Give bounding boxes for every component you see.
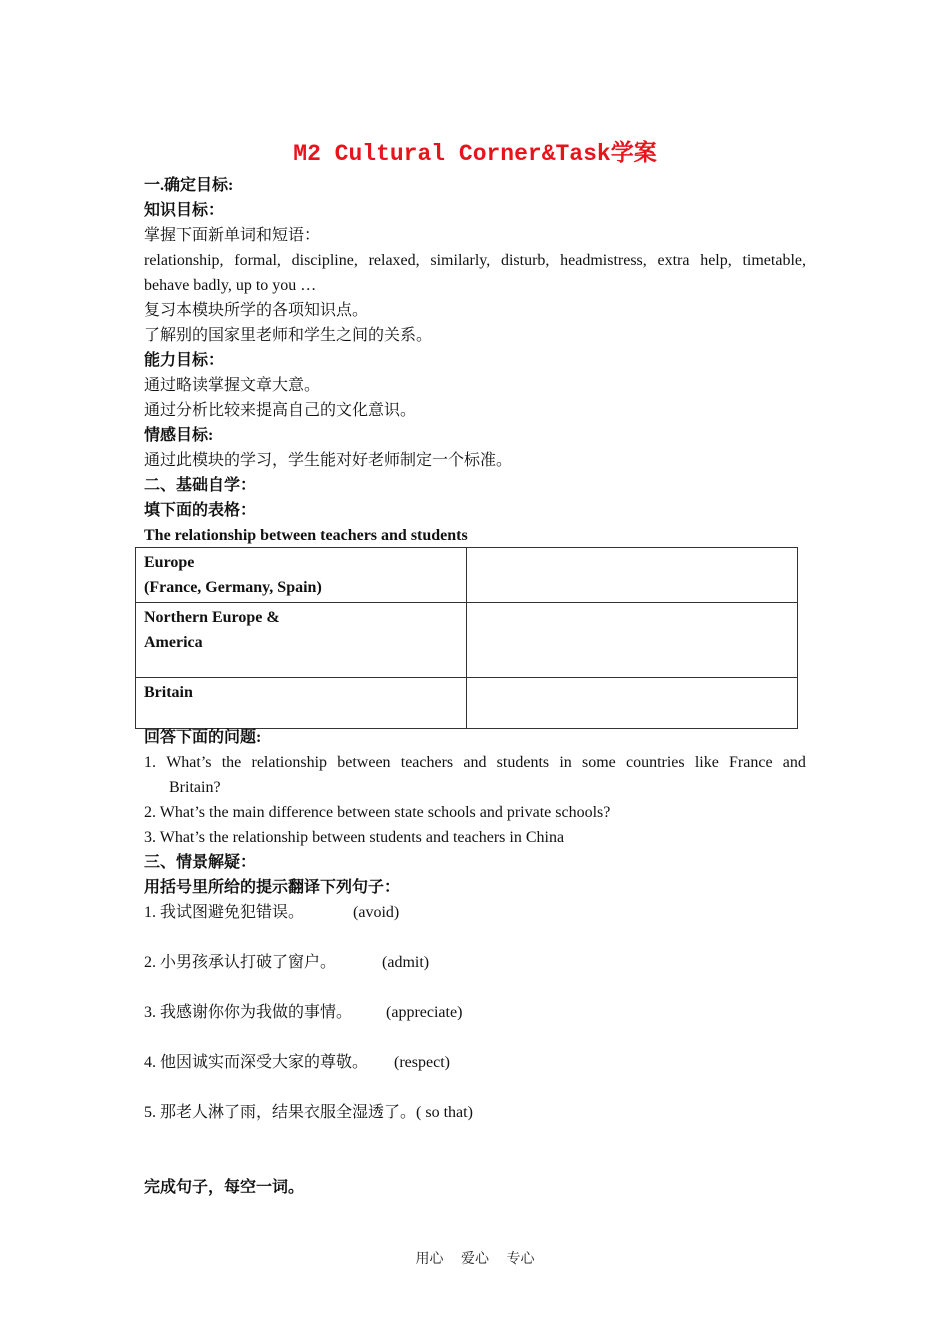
translate-item-3 — [144, 1000, 806, 1025]
q1-word: and — [782, 754, 806, 771]
table-cell-region — [136, 548, 467, 603]
translate-item-2 — [144, 950, 806, 975]
table-row — [136, 603, 798, 678]
page-title: M2 Cultural Corner&Task学案 — [293, 141, 657, 167]
vocab-intro: 掌握下面新单词和短语： — [144, 227, 321, 244]
translate-text: 1. 我试图避免犯错误。 — [144, 904, 305, 921]
emotion-heading: 情感目标: — [144, 427, 214, 444]
q1-word: relationship — [251, 754, 328, 771]
footer-word: 专心 — [506, 1252, 535, 1267]
ability-item-2: 通过分析比较来提高自己的文化意识。 — [144, 402, 417, 419]
emotion-item-1: 通过此模块的学习，学生能对好老师制定一个标准。 — [144, 452, 513, 469]
ability-item-1: 通过略读掌握文章大意。 — [144, 377, 321, 394]
ability-heading: 能力目标： — [144, 352, 225, 369]
translate-text: 2. 小男孩承认打破了窗户。 — [144, 954, 337, 971]
page-footer — [0, 1248, 950, 1268]
table-cell-region — [136, 678, 467, 729]
q1-word: France — [729, 754, 773, 771]
q1-word: some — [581, 754, 616, 771]
answer-heading: 回答下面的问题: — [144, 729, 262, 746]
translate-text: 5. 那老人淋了雨，结果衣服全湿透了。 — [144, 1104, 417, 1121]
region-line-1: Britain — [144, 684, 193, 701]
question-3: 3. What’s the relationship between students and teachers in China — [144, 829, 565, 846]
questions-section — [144, 725, 806, 1200]
translate-hint: (avoid) — [353, 904, 400, 921]
vocab-line-1: relationship, formal, discipline, relaxed, similarly, disturb, headmistress, extra help, timetable, — [144, 252, 806, 269]
q1-word: students — [496, 754, 550, 771]
translate-text: 3. 我感谢你你为我做的事情。 — [144, 1004, 353, 1021]
section2-heading: 二、基础自学： — [144, 477, 257, 494]
q1-word: countries — [625, 754, 685, 771]
table-row — [136, 548, 798, 603]
fill-table-instruction: 填下面的表格： — [144, 502, 257, 519]
table-cell-answer[interactable] — [467, 548, 798, 603]
region-line-1: Northern Europe & — [144, 609, 280, 626]
complete-sentences-heading: 完成句子，每空一词。 — [144, 1179, 305, 1196]
q1-word: teachers — [400, 754, 454, 771]
translate-text: 4. 他因诚实而深受大家的尊敬。 — [144, 1054, 369, 1071]
question-2: 2. What’s the main difference between state schools and private schools? — [144, 804, 611, 821]
table-cell-region — [136, 603, 467, 678]
q1-word: and — [463, 754, 487, 771]
footer-word: 用心 — [415, 1252, 444, 1267]
translate-item-5 — [144, 1100, 806, 1125]
translate-hint: (appreciate) — [386, 1004, 463, 1021]
q1-word: in — [559, 754, 572, 771]
table-row — [136, 678, 798, 729]
section3-heading: 三、情景解疑： — [144, 854, 257, 871]
table-cell-answer[interactable] — [467, 603, 798, 678]
understand-text: 了解别的国家里老师和学生之间的关系。 — [144, 327, 433, 344]
q1-word: 1. — [144, 754, 156, 771]
region-line-2: (France, Germany, Spain) — [144, 579, 322, 596]
q1-word: like — [694, 754, 719, 771]
question-1 — [144, 750, 806, 775]
region-line-1: Europe — [144, 554, 195, 571]
translate-heading: 用括号里所给的提示翻译下列句子： — [144, 879, 401, 896]
table-cell-answer[interactable] — [467, 678, 798, 729]
translate-hint: (admit) — [382, 954, 430, 971]
review-text: 复习本模块所学的各项知识点。 — [144, 302, 369, 319]
question-1-continued: Britain? — [169, 779, 221, 796]
knowledge-heading: 知识目标： — [144, 202, 225, 219]
relationship-table — [135, 547, 798, 729]
objectives-section — [144, 173, 806, 548]
translate-item-4 — [144, 1050, 806, 1075]
translate-hint: (respect) — [394, 1054, 450, 1071]
translate-item-1 — [144, 900, 806, 925]
q1-word: between — [337, 754, 391, 771]
table-title: The relationship between teachers and students — [144, 527, 468, 544]
region-line-2: America — [144, 634, 203, 651]
vocab-line-2: behave badly, up to you … — [144, 277, 317, 294]
q1-word: the — [221, 754, 242, 771]
section1-heading: 一.确定目标: — [144, 177, 234, 194]
q1-word: What’s — [166, 754, 212, 771]
footer-word: 爱心 — [461, 1252, 489, 1267]
translate-hint: ( so that) — [416, 1104, 473, 1121]
